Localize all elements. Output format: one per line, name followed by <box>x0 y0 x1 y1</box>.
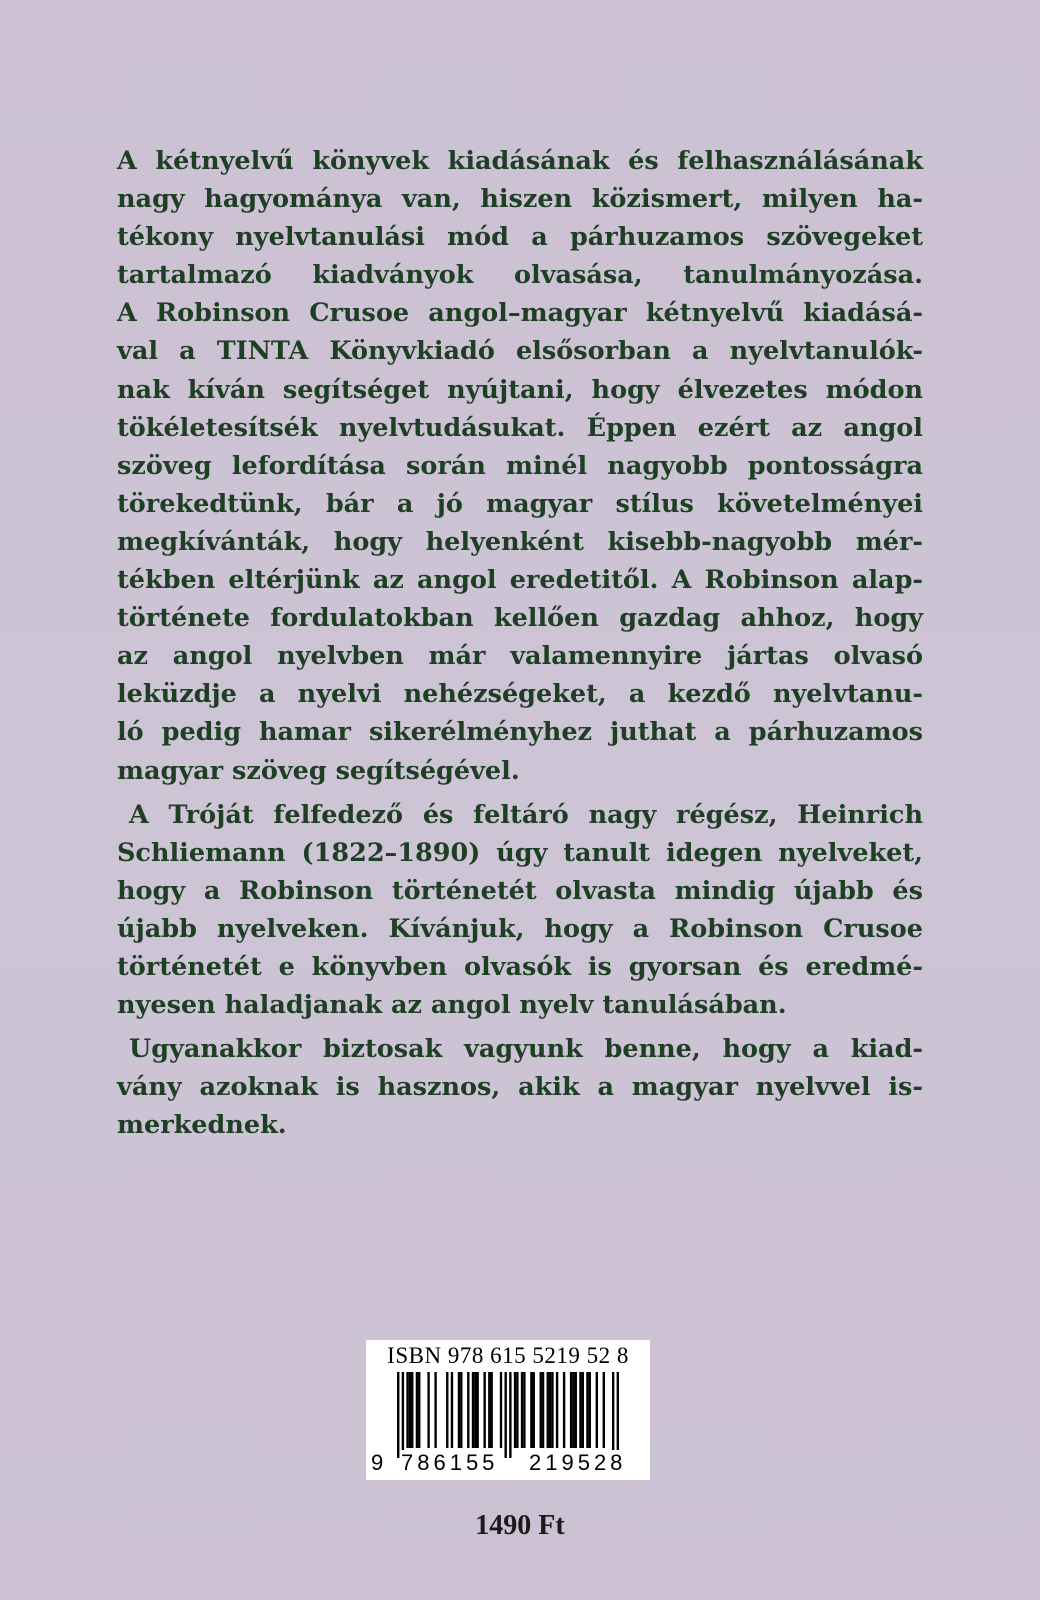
blurb-line: nagy hagyománya van, hiszen közismert, milyen ha- <box>117 184 923 215</box>
barcode-bar <box>458 1372 460 1448</box>
ean-right-group: 219528 <box>529 1450 627 1475</box>
blurb-line: szöveg lefordítása során minél nagyobb pontosságra <box>117 450 923 481</box>
barcode-bar <box>533 1372 535 1448</box>
blurb-line: val a TINTA Könyvkiadó elsősorban a nyelvtanulók- <box>117 336 923 367</box>
ean-left-group: 786155 <box>401 1450 499 1475</box>
blurb-line: A kétnyelvű könyvek kiadásának és felhasználásának <box>117 146 923 176</box>
barcode-bar <box>547 1372 549 1448</box>
barcode-bar <box>540 1372 542 1448</box>
blurb-line: tartalmazó kiadványok olvasása, tanulmányozása. <box>117 260 923 291</box>
barcode-bar <box>563 1372 565 1448</box>
blurb-line: Schliemann (1822–1890) úgy tanult idegen nyelveket, <box>117 837 923 868</box>
blurb-line: magyar szöveg segítségével. <box>117 755 520 786</box>
barcode-bar <box>446 1372 448 1448</box>
blurb-paragraph <box>117 1030 923 1144</box>
blurb-line: történetét e könyvben olvasók is gyorsan és eredmé- <box>117 951 923 982</box>
barcode-bar <box>418 1372 420 1448</box>
barcode-bar <box>434 1372 436 1448</box>
barcode-bar <box>579 1372 581 1448</box>
barcode-bar <box>472 1372 474 1448</box>
barcode-bar <box>406 1372 408 1448</box>
barcode-bar <box>476 1372 478 1448</box>
barcode-bar <box>582 1372 584 1448</box>
price: 1490 Ft <box>475 1510 565 1541</box>
barcode-bar <box>596 1372 598 1448</box>
barcode-bar <box>397 1372 399 1458</box>
blurb-text <box>117 142 923 1150</box>
barcode-bar <box>460 1372 462 1448</box>
blurb-line: nyesen haladjanak az angol nyelv tanulásában. <box>117 990 787 1021</box>
blurb-line: ló pedig hamar sikerélményhez juthat a párhuzamos <box>117 717 923 748</box>
barcode-bar <box>556 1372 558 1448</box>
blurb-line: hogy a Robinson történetét olvasta mindig újabb és <box>117 875 923 906</box>
blurb-line: leküzdje a nyelvi nehézségeket, a kezdő nyelvtanu- <box>117 679 923 710</box>
barcode-bar <box>612 1372 614 1458</box>
barcode-bar <box>483 1372 485 1448</box>
barcode-bar <box>490 1372 492 1448</box>
barcode-bar <box>509 1372 511 1458</box>
blurb-paragraph <box>117 142 923 790</box>
barcode-bar <box>500 1372 502 1448</box>
blurb-line: az angol nyelvben már valamennyire jártas olvasó <box>117 641 923 672</box>
barcode-bar <box>523 1372 525 1448</box>
barcode-bar <box>474 1372 476 1448</box>
blurb-line: története fordulatokban kellően gazdag ahhoz, hogy <box>117 603 923 634</box>
barcode-bar <box>570 1372 572 1448</box>
ean-first-digit: 9 <box>371 1450 384 1475</box>
isbn-label: ISBN 978 615 5219 52 8 <box>387 1343 629 1368</box>
barcode-bar <box>409 1372 411 1448</box>
barcode-bar <box>516 1372 518 1448</box>
barcode-bars <box>376 1372 640 1458</box>
barcode-bar <box>617 1372 619 1458</box>
barcode-bar <box>402 1372 404 1458</box>
barcode-bar <box>551 1372 553 1448</box>
barcode-bar <box>586 1372 588 1448</box>
barcode-bar <box>575 1372 577 1448</box>
barcode-bar <box>549 1372 551 1448</box>
barcode-bar <box>514 1372 516 1448</box>
barcode-bar <box>542 1372 544 1448</box>
blurb-line: A Robinson Crusoe angol–magyar kétnyelvű kiadásá- <box>117 298 923 329</box>
blurb-line: újabb nyelveken. Kívánjuk, hogy a Robinson Crusoe <box>117 913 923 944</box>
blurb-line: A Tróját felfedező és feltáró nagy régész, Heinrich <box>129 799 923 830</box>
barcode-bar <box>416 1372 418 1448</box>
barcode-bar <box>603 1372 605 1448</box>
barcode-bar <box>521 1372 523 1448</box>
blurb-line: tékony nyelvtanulási mód a párhuzamos szövegeket <box>117 222 923 253</box>
barcode-bar <box>589 1372 591 1448</box>
barcode-bar <box>411 1372 413 1448</box>
blurb-line: tökéletesítsék nyelvtudásukat. Éppen ezért az angol <box>117 412 923 443</box>
barcode-bar <box>467 1372 469 1448</box>
blurb-paragraph <box>117 796 923 1025</box>
barcode-bar <box>504 1372 506 1458</box>
barcode-bar <box>427 1372 429 1448</box>
blurb-line: megkívánták, hogy helyenként kisebb-nagyobb mér- <box>117 526 923 557</box>
barcode-bar <box>530 1372 532 1448</box>
barcode-bar <box>572 1372 574 1448</box>
blurb-line: nak kíván segítséget nyújtani, hogy élvezetes módon <box>117 374 923 405</box>
blurb-line: vány azoknak is hasznos, akik a magyar nyelvvel is- <box>117 1072 923 1103</box>
barcode-bar <box>451 1372 453 1448</box>
isbn-barcode <box>366 1340 650 1480</box>
blurb-line: merkednek. <box>117 1110 287 1141</box>
barcode-bar <box>488 1372 490 1448</box>
blurb-line: Ugyanakkor biztosak vagyunk benne, hogy a kiad- <box>129 1034 923 1065</box>
blurb-line: tékben eltérjünk az angol eredetitől. A Robinson alap- <box>117 565 923 596</box>
blurb-line: törekedtünk, bár a jó magyar stílus követelményei <box>117 488 923 519</box>
